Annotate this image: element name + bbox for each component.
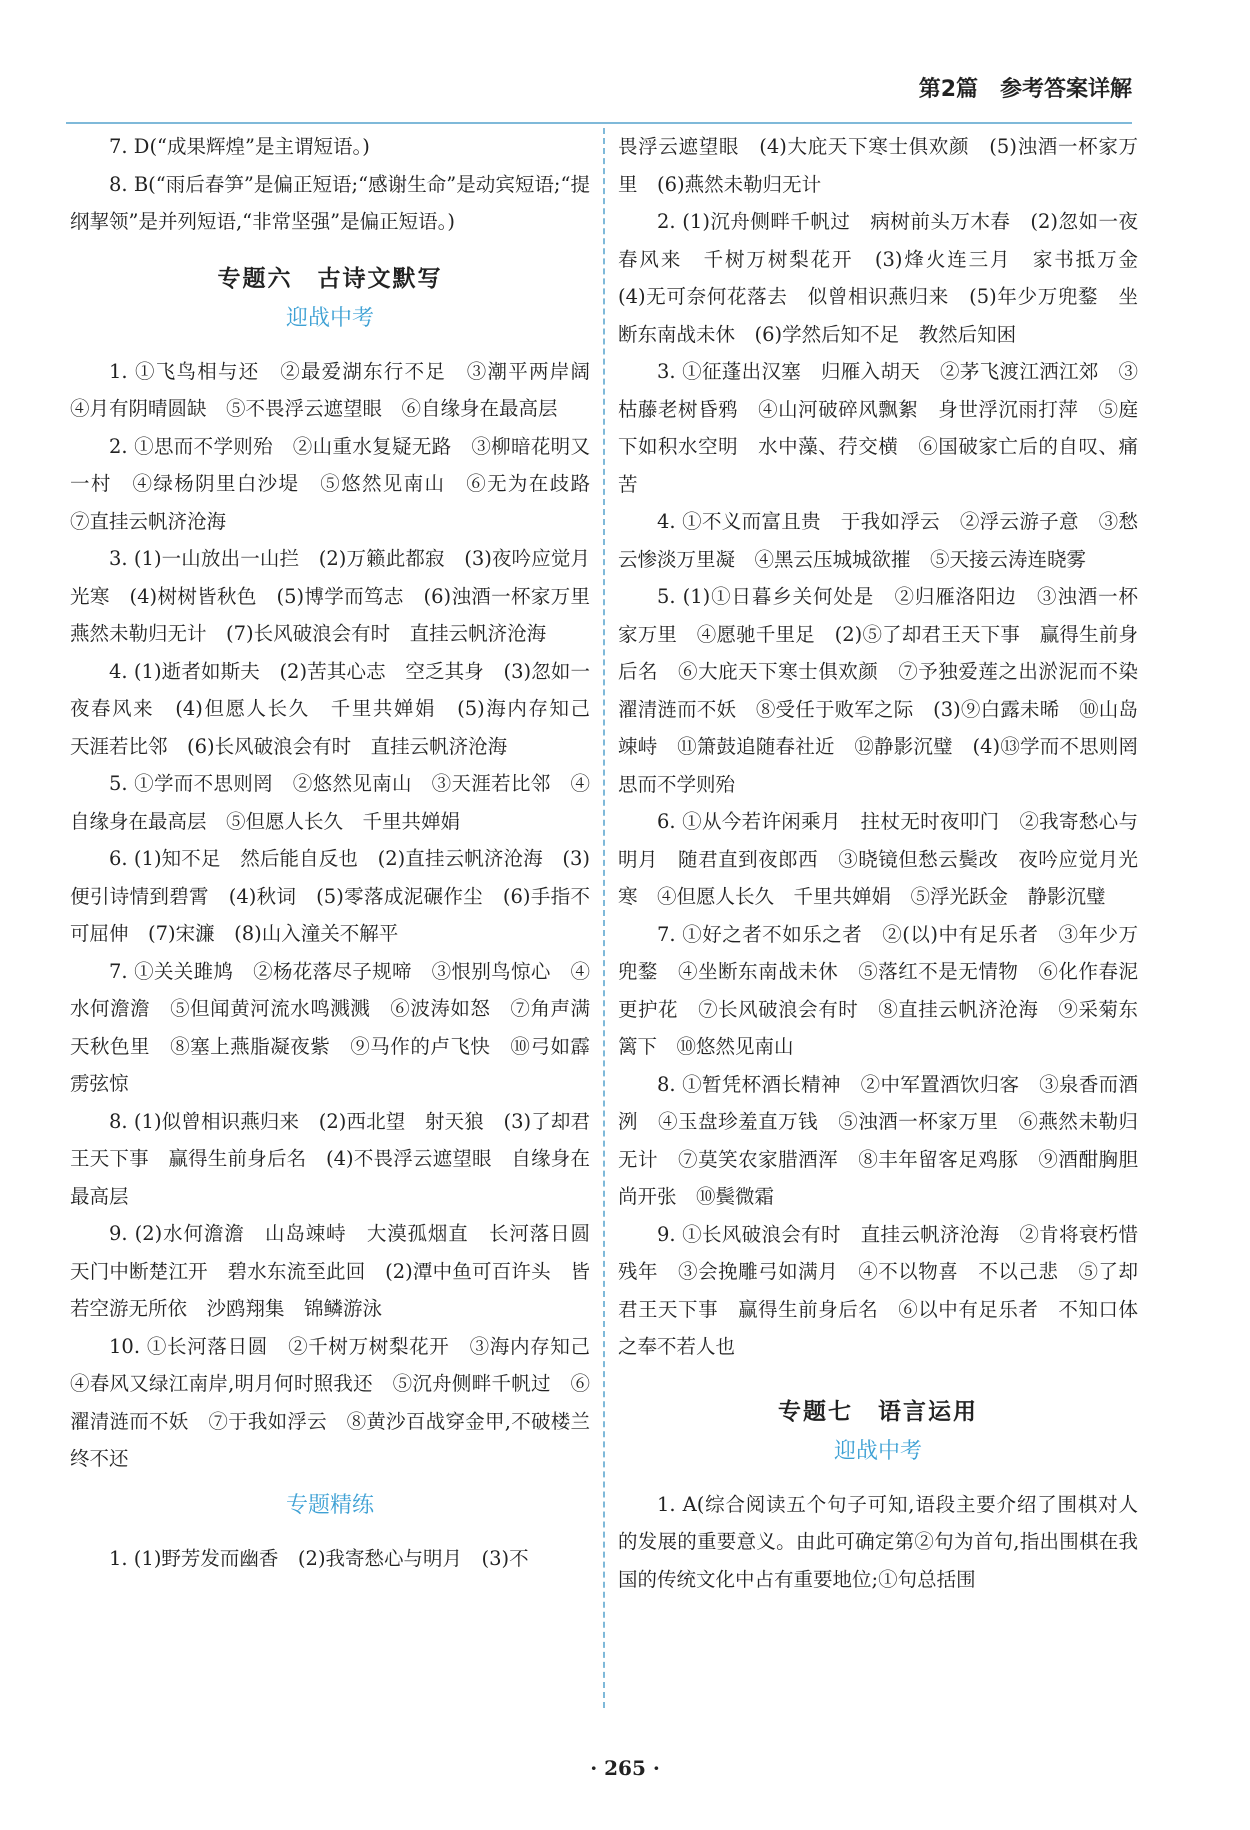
page-number: · 265 ·: [590, 1756, 660, 1780]
header-rule: [66, 122, 1132, 124]
answer-paragraph: 6. (1)知不足 然后能自反也 (2)直挂云帆济沧海 (3)便引诗情到碧霄 (4)秋词 (5)零落成泥碾作尘 (6)手指不可屈伸 (7)宋濂 (8)山入潼关不解平: [70, 847, 590, 945]
answer-paragraph: 9. ①长风破浪会有时 直挂云帆济沧海 ②肯将衰朽惜残年 ③会挽雕弓如满月 ④不以物喜 不以己悲 ⑤了却君王天下事 赢得生前身后名 ⑥以中有足乐者 不知口体之奉不若人也: [618, 1222, 1138, 1358]
answer-paragraph: 10. ①长河落日圆 ②千树万树梨花开 ③海内存知己 ④春风又绿江南岸,明月何时照我还 ⑤沉舟侧畔千帆过 ⑥濯清涟而不妖 ⑦于我如浮云 ⑧黄沙百战穿金甲,不破楼兰终不还: [70, 1334, 610, 1470]
section-title: 专题六 古诗文默写: [217, 264, 443, 292]
answer-paragraph: 3. (1)一山放出一山拦 (2)万籁此都寂 (3)夜吟应觉月光寒 (4)树树皆秋色 (5)博学而笃志 (6)浊酒一杯家万里 燕然未勒归无计 (7)长风破浪会有时 直挂云帆济沧海: [70, 547, 610, 645]
answer-paragraph: 2. ①思而不学则殆 ②山重水复疑无路 ③柳暗花明又一村 ④绿杨阴里白沙堤 ⑤悠然见南山 ⑥无为在歧路 ⑦直挂云帆济沧海: [70, 434, 610, 533]
answer-paragraph: 1. ①飞鸟相与还 ②最爱湖东行不足 ③潮平两岸阔 ④月有阴晴圆缺 ⑤不畏浮云遮望眼 ⑥自缘身在最高层: [70, 359, 610, 420]
answer-paragraph: 3. ①征蓬出汉塞 归雁入胡天 ②茅飞渡江洒江郊 ③枯藤老树昏鸦 ④山河破碎风飘絮 身世浮沉雨打萍 ⑤庭下如积水空明 水中藻、荇交横 ⑥国破家亡后的自叹、痛苦: [618, 360, 1138, 496]
answer-paragraph: 7. ①好之者不如乐之者 ②(以)中有足乐者 ③年少万兜鍪 ④坐断东南战未休 ⑤落红不是无情物 ⑥化作春泥更护花 ⑦长风破浪会有时 ⑧直挂云帆济沧海 ⑨采菊东篱下 ⑩悠然见南山: [618, 922, 1138, 1058]
answer-paragraph: 4. ①不义而富且贵 于我如浮云 ②浮云游子意 ③愁云惨淡万里凝 ④黑云压城城欲摧 ⑤天接云涛连晓雾: [618, 510, 1138, 571]
right-column: [618, 128, 1158, 1598]
left-column: [70, 128, 610, 1577]
answer-paragraph: 4. (1)逝者如斯夫 (2)苦其心志 空乏其身 (3)忽如一夜春风来 (4)但愿人长久 千里共婵娟 (5)海内存知己 天涯若比邻 (6)长风破浪会有时 直挂云帆济沧海: [70, 659, 610, 758]
answer-paragraph: 6. ①从今若许闲乘月 拄杖无时夜叩门 ②我寄愁心与明月 随君直到夜郎西 ③晓镜但愁云鬓改 夜吟应觉月光寒 ④但愿人长久 千里共婵娟 ⑤浮光跃金 静影沉璧: [618, 810, 1138, 908]
answer-paragraph: 1. A(综合阅读五个句子可知,语段主要介绍了围棋对人的发展的重要意义。由此可确定第②句为首句,指出围棋在我国的传统文化中占有重要地位;①句总括围: [618, 1492, 1138, 1591]
answer-paragraph: 8. (1)似曾相识燕归来 (2)西北望 射天狼 (3)了却君王天下事 赢得生前身后名 (4)不畏浮云遮望眼 自缘身在最高层: [70, 1109, 590, 1208]
answer-paragraph: 2. (1)沉舟侧畔千帆过 病树前头万木春 (2)忽如一夜春风来 千树万树梨花开 (3)烽火连三月 家书抵万金 (4)无可奈何花落去 似曾相识燕归来 (5)年少万兜鍪 坐断东南战未休 (6)学然后知不足 教然后知困: [618, 210, 1158, 346]
sub-title: 专题精练: [285, 1492, 374, 1518]
sub-title: 迎战中考: [285, 305, 374, 331]
answer-paragraph: 7. ①关关雎鸠 ②杨花落尽子规啼 ③恨别鸟惊心 ④水何澹澹 ⑤但闻黄河流水鸣溅溅 ⑥波涛如怒 ⑦角声满天秋色里 ⑧塞上燕脂凝夜紫 ⑨马作的卢飞快 ⑩弓如霹雳弦惊: [70, 959, 590, 1095]
page-header: 第2篇 参考答案详解: [918, 77, 1132, 102]
answer-paragraph: 1. (1)野芳发而幽香 (2)我寄愁心与明月 (3)不: [109, 1546, 529, 1570]
answer-paragraph: 8. B(“雨后春笋”是偏正短语;“感谢生命”是动宾短语;“提纲挈领”是并列短语,“非常坚强”是偏正短语。): [70, 172, 590, 233]
answer-paragraph: 5. (1)①日暮乡关何处是 ②归雁洛阳边 ③浊酒一杯家万里 ④愿驰千里足 (2)⑤了却君王天下事 赢得生前身后名 ⑥大庇天下寒士俱欢颜 ⑦予独爱莲之出淤泥而不染 濯清涟而不妖 ⑧受任于败军之际 (3)⑨白露未晞 ⑩山岛竦峙 ⑪箫鼓追随春社近 ⑫静影沉璧 (4)⑬学而不思则罔 思而不学则殆: [618, 585, 1158, 796]
answer-paragraph: 畏浮云遮望眼 (4)大庇天下寒士俱欢颜 (5)浊酒一杯家万里 (6)燕然未勒归无计: [618, 135, 1138, 196]
answer-paragraph: 9. (2)水何澹澹 山岛竦峙 大漠孤烟直 长河落日圆 天门中断楚江开 碧水东流至此回 (2)潭中鱼可百许头 皆若空游无所依 沙鸥翔集 锦鳞游泳: [70, 1222, 610, 1320]
section-title: 专题七 语言运用: [778, 1397, 978, 1425]
answer-paragraph: 5. ①学而不思则罔 ②悠然见南山 ③天涯若比邻 ④自缘身在最高层 ⑤但愿人长久 千里共婵娟: [70, 772, 590, 833]
answer-paragraph: 8. ①暂凭杯酒长精神 ②中军置酒饮归客 ③泉香而酒洌 ④玉盘珍羞直万钱 ⑤浊酒一杯家万里 ⑥燕然未勒归无计 ⑦莫笑农家腊酒浑 ⑧丰年留客足鸡豚 ⑨酒酣胸胆尚开张 ⑩鬓微霜: [618, 1072, 1138, 1208]
answer-paragraph: 7. D(“成果辉煌”是主谓短语。): [109, 135, 370, 158]
sub-title: 迎战中考: [833, 1438, 922, 1464]
